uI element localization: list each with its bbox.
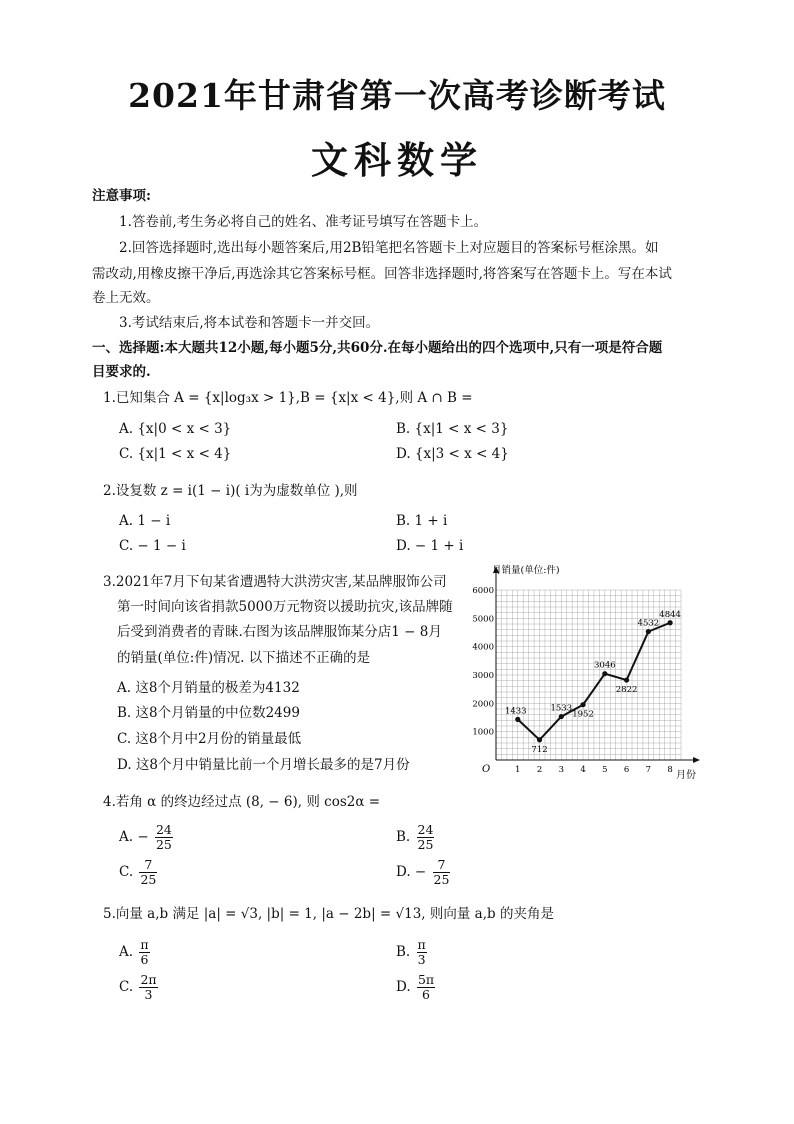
q5-b-denominator: 3 xyxy=(417,952,426,967)
q5-c-numerator: 2π xyxy=(140,972,157,987)
data-label: 712 xyxy=(531,744,548,755)
notice-heading: 注意事项: xyxy=(92,188,151,204)
section-heading-line-2: 目要求的. xyxy=(92,364,151,380)
q2-option-b[interactable]: B. 1 + i xyxy=(396,513,448,529)
q5-option-c-label: C. xyxy=(119,979,134,995)
notice-item-1: 1.答卷前,考生务必将自己的姓名、准考证号填写在答题卡上。 xyxy=(119,214,488,230)
q4-c-numerator: 7 xyxy=(139,858,157,873)
q5-c-denominator: 3 xyxy=(144,987,153,1002)
x-tick-label: 3 xyxy=(558,765,565,775)
q5-option-b-label: B. xyxy=(396,944,411,960)
y-tick-label: 6000 xyxy=(472,586,494,596)
notice-item-2-line-3: 卷上无效。 xyxy=(92,290,160,306)
data-point xyxy=(559,714,564,719)
monthly-sales-chart xyxy=(472,560,706,785)
data-label: 1533 xyxy=(550,703,573,714)
page-title: 2021年甘肃省第一次高考诊断考试 xyxy=(128,76,666,115)
x-tick-label: 5 xyxy=(602,765,608,775)
q1-option-c[interactable]: C. {x|1 < x < 4} xyxy=(119,446,232,462)
y-tick-label: 5000 xyxy=(472,614,494,625)
origin-label: O xyxy=(482,764,491,775)
q2-stem: 2.设复数 z = i(1 − i)( i为为虚数单位 ),则 xyxy=(103,483,358,499)
data-point xyxy=(537,737,542,742)
q4-a-denominator: 25 xyxy=(155,837,172,852)
q4-d-numerator: 7 xyxy=(433,858,451,873)
y-axis-label: 月销量(单位:件) xyxy=(492,565,560,576)
q2-option-c[interactable]: C. − 1 − i xyxy=(119,538,186,554)
q2-option-d[interactable]: D. − 1 + i xyxy=(396,538,464,554)
chart-grid xyxy=(496,590,681,760)
section-heading-line-1: 一、选择题:本大题共12小题,每小题5分,共60分.在每小题给出的四个选项中,只有一项是符合题 xyxy=(92,340,663,356)
x-tick-label: 1 xyxy=(515,765,521,775)
q3-option-d[interactable]: D. 这8个月中销量比前一个月增长最多的是7月份 xyxy=(117,757,410,773)
q3-option-a[interactable]: A. 这8个月销量的极差为4132 xyxy=(117,680,300,696)
q5-option-b-fraction xyxy=(417,938,427,967)
q3-stem-line-1: 3.2021年7月下旬某省遭遇特大洪涝灾害,某品牌服饰公司 xyxy=(103,574,447,590)
x-tick-label: 2 xyxy=(536,765,543,775)
q5-option-d-fraction xyxy=(417,973,435,1002)
q5-d-numerator: 5π xyxy=(417,972,435,987)
notice-item-3: 3.考试结束后,将本试卷和答题卡一并交回。 xyxy=(119,315,380,331)
q1-option-a[interactable]: A. {x|0 < x < 3} xyxy=(119,421,232,437)
q5-a-numerator: π xyxy=(140,937,149,952)
q4-option-c-label: C. xyxy=(119,864,134,880)
y-tick-label: 3000 xyxy=(472,671,494,681)
data-label: 4532 xyxy=(637,618,660,629)
q4-option-b-label: B. xyxy=(396,829,411,845)
q4-d-denominator: 25 xyxy=(433,872,450,887)
x-tick-label: 4 xyxy=(580,765,586,775)
data-point xyxy=(602,671,607,676)
y-tick-label: 1000 xyxy=(472,727,494,738)
x-tick-label: 6 xyxy=(623,765,630,775)
q5-option-a[interactable] xyxy=(119,938,152,967)
q4-option-b-fraction xyxy=(417,823,435,852)
x-axis-label: 月份 xyxy=(676,770,696,781)
data-point xyxy=(646,629,651,634)
q5-d-denominator: 6 xyxy=(422,987,430,1002)
q4-option-d-fraction xyxy=(433,858,451,887)
q5-option-a-fraction xyxy=(139,938,149,967)
q3-option-b[interactable]: B. 这8个月销量的中位数2499 xyxy=(117,705,300,721)
q4-option-c-fraction xyxy=(139,858,157,887)
data-label: 1952 xyxy=(572,709,594,720)
data-point xyxy=(580,702,585,707)
q4-option-d[interactable] xyxy=(396,858,452,887)
q5-option-d[interactable] xyxy=(396,973,437,1002)
x-tick-label: 7 xyxy=(645,765,652,775)
q5-b-numerator: π xyxy=(417,937,426,952)
q5-option-c-fraction xyxy=(139,973,157,1002)
data-label: 3046 xyxy=(594,660,616,671)
q5-option-c[interactable] xyxy=(119,973,160,1002)
y-tick-label: 4000 xyxy=(472,642,494,653)
data-point xyxy=(624,677,629,682)
q4-option-b[interactable] xyxy=(396,823,436,852)
q4-option-c[interactable] xyxy=(119,858,159,887)
x-tick-label: 8 xyxy=(667,765,673,775)
data-label: 1433 xyxy=(504,706,527,717)
q1-stem: 1.已知集合 A = {x|log₃x > 1},B = {x|x < 4},则 A ∩ B = xyxy=(103,390,473,406)
chart-series xyxy=(505,610,681,755)
q5-option-d-label: D. xyxy=(396,979,411,995)
q3-stem-line-4: 的销量(单位:件)情况. 以下描述不正确的是 xyxy=(117,650,371,666)
q4-b-numerator: 24 xyxy=(417,822,434,837)
q3-stem-line-3: 后受到消费者的青睐.右图为该品牌服饰某分店1 − 8月 xyxy=(117,624,442,640)
subject-title: 文科数学 xyxy=(311,138,483,182)
q4-b-denominator: 25 xyxy=(417,837,434,852)
q3-option-c[interactable]: C. 这8个月中2月份的销量最低 xyxy=(117,731,302,747)
data-label: 2822 xyxy=(615,685,638,696)
y-tick-label: 2000 xyxy=(472,699,494,710)
q5-a-denominator: 6 xyxy=(140,952,149,967)
q1-option-d[interactable]: D. {x|3 < x < 4} xyxy=(396,446,509,462)
q5-stem: 5.向量 a,b 满足 |a| = √3, |b| = 1, |a − 2b| = √13, 则向量 a,b 的夹角是 xyxy=(103,906,554,922)
data-label: 4844 xyxy=(659,609,681,620)
q4-option-a-fraction xyxy=(155,823,173,852)
q4-option-a-label: A. − xyxy=(119,829,149,845)
q4-stem: 4.若角 α 的终边经过点 (8, − 6), 则 cos2α = xyxy=(103,794,381,810)
data-point xyxy=(515,717,520,722)
q3-stem-line-2: 第一时间向该省捐款5000万元物资以援助抗灾,该品牌随 xyxy=(117,599,453,615)
q2-option-a[interactable]: A. 1 − i xyxy=(119,513,171,529)
q4-option-d-label: D. − xyxy=(396,864,427,880)
q5-option-b[interactable] xyxy=(396,938,429,967)
notice-item-2-line-2: 需改动,用橡皮擦干净后,再选涂其它答案标号框。回答非选择题时,将答案写在答题卡上。写在本试 xyxy=(92,266,672,282)
q5-option-a-label: A. xyxy=(119,944,134,960)
q1-option-b[interactable]: B. {x|1 < x < 3} xyxy=(396,421,509,437)
data-point xyxy=(668,620,673,625)
q4-c-denominator: 25 xyxy=(140,872,157,887)
q4-a-numerator: 24 xyxy=(155,822,172,837)
notice-item-2-line-1: 2.回答选择题时,选出每小题答案后,用2B铅笔把名答题卡上对应题目的答案标号框涂黑。如 xyxy=(119,240,659,256)
x-axis-arrow xyxy=(693,757,700,763)
q4-option-a[interactable] xyxy=(119,823,175,852)
